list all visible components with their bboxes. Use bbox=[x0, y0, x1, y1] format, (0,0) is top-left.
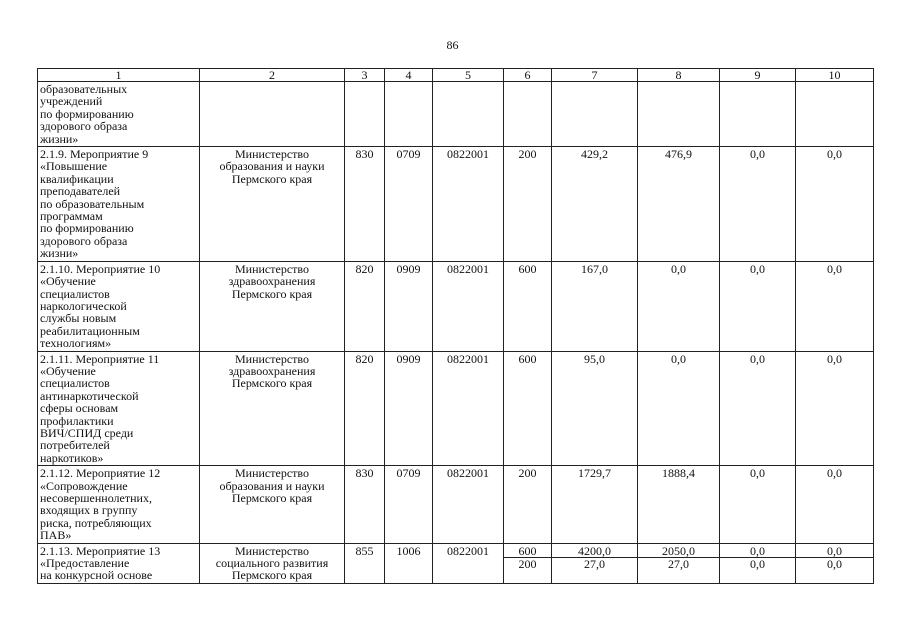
amount-col8 bbox=[638, 82, 720, 147]
amount-col8: 0,0 bbox=[638, 351, 720, 466]
responsible-body: Министерство социального развития Пермского края bbox=[200, 543, 345, 583]
column-number-4: 4 bbox=[385, 69, 433, 82]
column-number-5: 5 bbox=[433, 69, 504, 82]
amount-col10 bbox=[796, 82, 874, 147]
column-number-10: 10 bbox=[796, 69, 874, 82]
page-number: 86 bbox=[446, 38, 459, 52]
amount-col10: 0,0 bbox=[796, 351, 874, 466]
amount-col7: 167,0 bbox=[552, 261, 638, 351]
amount-col9 bbox=[720, 543, 796, 583]
activity-name: образовательных учреждений по формированию здорового образа жизни» bbox=[38, 82, 200, 147]
amount-col9: 0,0 bbox=[720, 466, 796, 543]
amount-col7-line-2: 27,0 bbox=[552, 557, 637, 570]
activity-name: 2.1.11. Мероприятие 11 «Обучение специалистов антинаркотической сферы основам профилактики ВИЧ/СПИД среди потребителей наркотиков» bbox=[38, 351, 200, 466]
section-code bbox=[385, 82, 433, 147]
amount-col9-line-1: 0,0 bbox=[750, 543, 765, 558]
amount-col9: 0,0 bbox=[720, 147, 796, 262]
expense-type-code: 200 bbox=[504, 466, 552, 543]
amount-col9: 0,0 bbox=[720, 351, 796, 466]
table-row bbox=[38, 543, 874, 583]
column-number-1: 1 bbox=[38, 69, 200, 82]
table-row bbox=[38, 351, 874, 466]
section-code: 0709 bbox=[385, 147, 433, 262]
column-number-8: 8 bbox=[638, 69, 720, 82]
responsible-body bbox=[200, 82, 345, 147]
section-code: 1006 bbox=[385, 543, 433, 583]
activity-name: 2.1.13. Мероприятие 13 «Предоставление на конкурсной основе bbox=[38, 543, 200, 583]
amount-col7 bbox=[552, 82, 638, 147]
target-article-code: 0822001 bbox=[433, 261, 504, 351]
amount-col10-line-2: 0,0 bbox=[796, 557, 873, 570]
target-article-code: 0822001 bbox=[433, 351, 504, 466]
section-code: 0909 bbox=[385, 351, 433, 466]
amount-col8-line-1: 2050,0 bbox=[662, 543, 695, 558]
table-header-row bbox=[38, 69, 874, 82]
ministry-code: 820 bbox=[345, 261, 385, 351]
table-row bbox=[38, 147, 874, 262]
target-article-code: 0822001 bbox=[433, 543, 504, 583]
amount-col10: 0,0 bbox=[796, 147, 874, 262]
table-row bbox=[38, 261, 874, 351]
expense-type-code-line-1: 600 bbox=[518, 543, 537, 558]
amount-col10 bbox=[796, 543, 874, 583]
amount-col10: 0,0 bbox=[796, 261, 874, 351]
amount-col10-line-1: 0,0 bbox=[827, 543, 842, 558]
amount-col8-line-2: 27,0 bbox=[638, 557, 719, 570]
activity-name: 2.1.9. Мероприятие 9 «Повышение квалификации преподавателей по образовательным программам по формированию здорового образа жизни» bbox=[38, 147, 200, 262]
column-number-7: 7 bbox=[552, 69, 638, 82]
target-article-code: 0822001 bbox=[433, 147, 504, 262]
ministry-code: 830 bbox=[345, 147, 385, 262]
expense-type-code bbox=[504, 543, 552, 583]
table-row bbox=[38, 466, 874, 543]
amount-col8: 1888,4 bbox=[638, 466, 720, 543]
budget-table bbox=[37, 68, 874, 584]
amount-col9: 0,0 bbox=[720, 261, 796, 351]
target-article-code: 0822001 bbox=[433, 466, 504, 543]
column-number-3: 3 bbox=[345, 69, 385, 82]
ministry-code: 830 bbox=[345, 466, 385, 543]
ministry-code bbox=[345, 82, 385, 147]
expense-type-code: 600 bbox=[504, 261, 552, 351]
column-number-2: 2 bbox=[200, 69, 345, 82]
amount-col8: 476,9 bbox=[638, 147, 720, 262]
amount-col7: 429,2 bbox=[552, 147, 638, 262]
expense-type-code bbox=[504, 82, 552, 147]
column-number-9: 9 bbox=[720, 69, 796, 82]
amount-col9 bbox=[720, 82, 796, 147]
section-code: 0709 bbox=[385, 466, 433, 543]
responsible-body: Министерство здравоохранения Пермского края bbox=[200, 261, 345, 351]
amount-col7: 1729,7 bbox=[552, 466, 638, 543]
responsible-body: Министерство здравоохранения Пермского края bbox=[200, 351, 345, 466]
activity-name: 2.1.10. Мероприятие 10 «Обучение специалистов наркологической службы новым реабилитационным технологиям» bbox=[38, 261, 200, 351]
amount-col7 bbox=[552, 543, 638, 583]
column-number-6: 6 bbox=[504, 69, 552, 82]
amount-col7-line-1: 4200,0 bbox=[578, 543, 611, 558]
target-article-code bbox=[433, 82, 504, 147]
responsible-body: Министерство образования и науки Пермского края bbox=[200, 466, 345, 543]
amount-col7: 95,0 bbox=[552, 351, 638, 466]
amount-col9-line-2: 0,0 bbox=[720, 557, 795, 570]
amount-col8: 0,0 bbox=[638, 261, 720, 351]
expense-type-code: 600 bbox=[504, 351, 552, 466]
activity-name: 2.1.12. Мероприятие 12 «Сопровождение несовершеннолетних, входящих в группу риска, потребляющих ПАВ» bbox=[38, 466, 200, 543]
responsible-body: Министерство образования и науки Пермского края bbox=[200, 147, 345, 262]
ministry-code: 855 bbox=[345, 543, 385, 583]
table-row bbox=[38, 82, 874, 147]
ministry-code: 820 bbox=[345, 351, 385, 466]
amount-col8 bbox=[638, 543, 720, 583]
expense-type-code-line-2: 200 bbox=[504, 557, 551, 570]
amount-col10: 0,0 bbox=[796, 466, 874, 543]
expense-type-code: 200 bbox=[504, 147, 552, 262]
section-code: 0909 bbox=[385, 261, 433, 351]
